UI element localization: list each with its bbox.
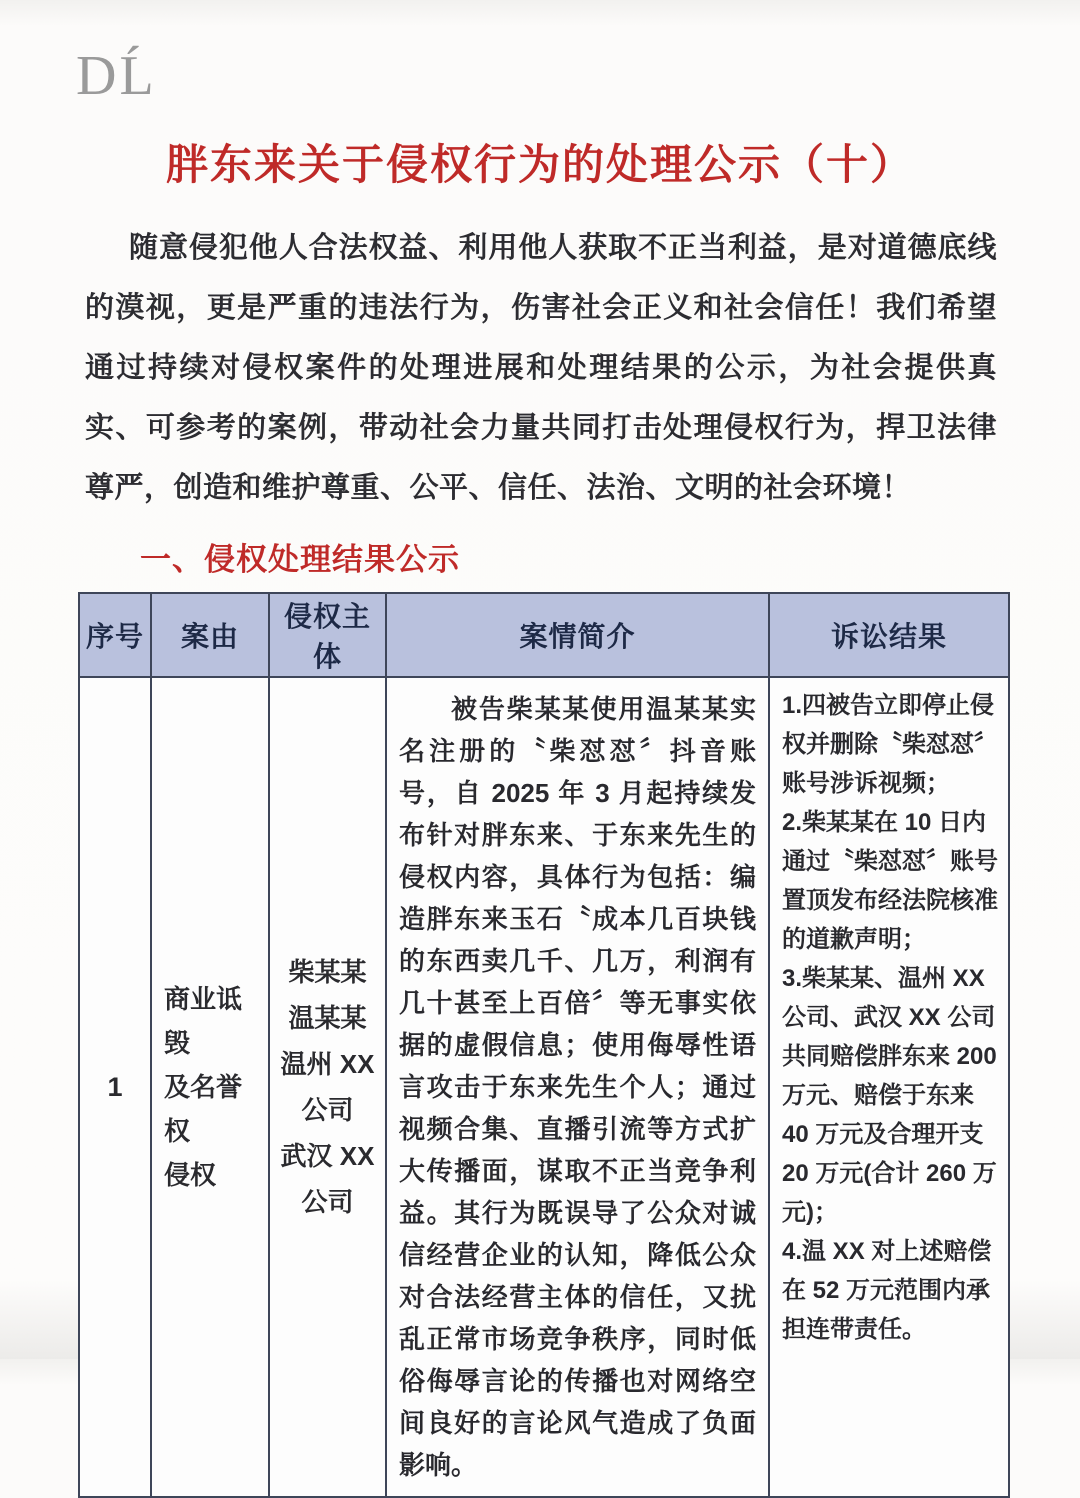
- column-header-summary: 案情简介: [386, 593, 769, 677]
- cell-infringing-subjects: 柴某某 温某某 温州 XX 公司 武汉 XX 公司: [269, 677, 386, 1497]
- cell-case-cause: 商业诋毁 及名誉权 侵权: [151, 677, 269, 1497]
- table-row: [79, 677, 1009, 1497]
- case-summary-text: 被告柴某某使用温某某实名注册的〝柴怼怼〞抖音账号，自 2025 年 3 月起持续发布针对胖东来、于东来先生的侵权内容，具体行为包括：编造胖东来玉石〝成本几百块钱的东西卖几千、几万，利润有几十甚至上百倍〞等无事实依据的虚假信息；使用侮辱性语言攻击于东来先生个人；通过视频合集、直播引流等方式扩大传播面，谋取不正当竞争利益。其行为既误导了公众对诚信经营企业的认知，降低公众对合法经营主体的信任，又扰乱正常市场竞争秩序，同时低俗侮辱言论的传播也对网络空间良好的言论风气造成了负面影响。: [399, 694, 756, 1480]
- cell-litigation-results: [769, 677, 1009, 1497]
- column-header-subjects: 侵权主体: [269, 593, 386, 677]
- result-item: 4.温 XX 对上述赔偿在 52 万元范围内承担连带责任。: [782, 1238, 992, 1343]
- result-item: 2.柴某某在 10 日内通过〝柴怼怼〞账号置顶发布经法院核准的道歉声明；: [782, 809, 998, 953]
- cell-case-summary: [386, 677, 769, 1497]
- section-heading: 一、侵权处理结果公示: [140, 542, 460, 577]
- table-header-row: [79, 593, 1009, 677]
- dl-logo: DĹ: [76, 45, 157, 107]
- result-item: 3.柴某某、温州 XX 公司、武汉 XX 公司共同赔偿胖东来 200 万元、赔偿于东来 40 万元及合理开支 20 万元(合计 260 万元)；: [782, 965, 997, 1226]
- column-header-cause: 案由: [151, 593, 269, 677]
- column-header-results: 诉讼结果: [769, 593, 1009, 677]
- result-item: 1.四被告立即停止侵权并删除〝柴怼怼〞账号涉诉视频；: [782, 692, 998, 797]
- page-title: 胖东来关于侵权行为的处理公示（十）: [165, 141, 914, 188]
- cell-case-index: 1: [79, 677, 151, 1497]
- results-table: [78, 592, 1010, 1498]
- column-header-index: 序号: [79, 593, 151, 677]
- intro-paragraph: 随意侵犯他人合法权益、利用他人获取不正当利益，是对道德底线的漠视，更是严重的违法行为，伤害社会正义和社会信任！我们希望通过持续对侵权案件的处理进展和处理结果的公示，为社会提供真实、可参考的案例，带动社会力量共同打击处理侵权行为，捍卫法律尊严，创造和维护尊重、公平、信任、法治、文明的社会环境！: [85, 232, 997, 504]
